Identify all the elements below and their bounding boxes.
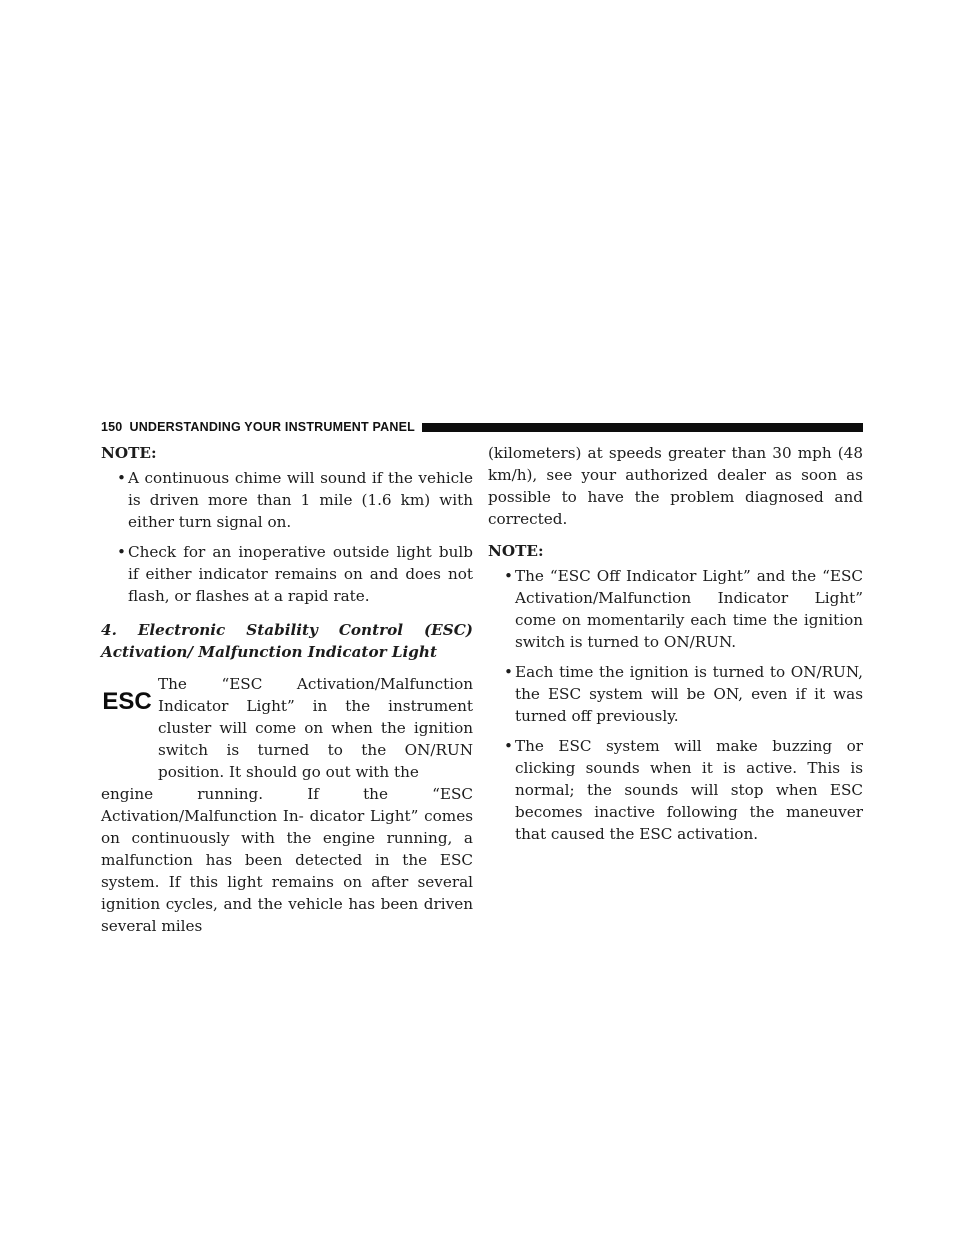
bullet-icon: •	[117, 469, 126, 487]
bullet-icon: •	[504, 567, 513, 585]
esc-intro-text: The “ESC Activation/Malfunction Indicator Light” in the instrument cluster will come on when the ignition switch is turned to the ON/RUN position. It should go out with the	[158, 675, 473, 781]
esc-description	[101, 673, 473, 937]
bullet-icon: •	[504, 663, 513, 681]
bullet-text: The ESC system will make buzzing or clicking sounds when it is active. This is normal; the sounds will stop when ESC becomes inactive following the maneuver that caused the ESC activation.	[515, 737, 863, 843]
header-rule	[422, 423, 863, 432]
bullet-text: Each time the ignition is turned to ON/RUN, the ESC system will be ON, even if it was turned off previously.	[515, 663, 863, 725]
page-header	[101, 419, 863, 435]
left-bullet-list	[101, 467, 473, 607]
list-item	[101, 467, 473, 533]
bullet-icon: •	[117, 543, 126, 561]
section-title: UNDERSTANDING YOUR INSTRUMENT PANEL	[129, 420, 415, 434]
list-item	[488, 735, 863, 845]
list-item	[488, 661, 863, 727]
right-column	[488, 442, 863, 853]
continuation-text: (kilometers) at speeds greater than 30 mph (48 km/h), see your authorized dealer as soon as possible to have the problem diagnosed and corrected.	[488, 444, 863, 528]
page-number: 150	[101, 420, 123, 434]
esc-icon-text: ESC	[102, 688, 152, 715]
note-label: NOTE:	[101, 444, 157, 462]
note-label: NOTE:	[488, 542, 544, 560]
right-bullet-list	[488, 565, 863, 845]
bullet-text: A continuous chime will sound if the vehicle is driven more than 1 mile (1.6 km) with either turn signal on.	[128, 469, 473, 531]
list-item	[101, 541, 473, 607]
bullet-text: The “ESC Off Indicator Light” and the “ESC Activation/Malfunction Indicator Light” come on momentarily each time the ignition switch is turned to ON/RUN.	[515, 567, 863, 651]
left-column	[101, 442, 473, 937]
bullet-icon: •	[504, 737, 513, 755]
section-heading: 4. Electronic Stability Control (ESC) Activation/ Malfunction Indicator Light	[101, 621, 473, 661]
bullet-text: Check for an inoperative outside light bulb if either indicator remains on and does not flash, or flashes at a rapid rate.	[128, 543, 473, 605]
esc-indicator-icon	[101, 683, 153, 719]
esc-body-text: engine running. If the “ESC Activation/Malfunction In- dicator Light” comes on continuously with the engine running, a malfunction has been detected in the ESC system. If this light remains on after several ignition cycles, and the vehicle has been driven several miles	[101, 785, 473, 935]
list-item	[488, 565, 863, 653]
